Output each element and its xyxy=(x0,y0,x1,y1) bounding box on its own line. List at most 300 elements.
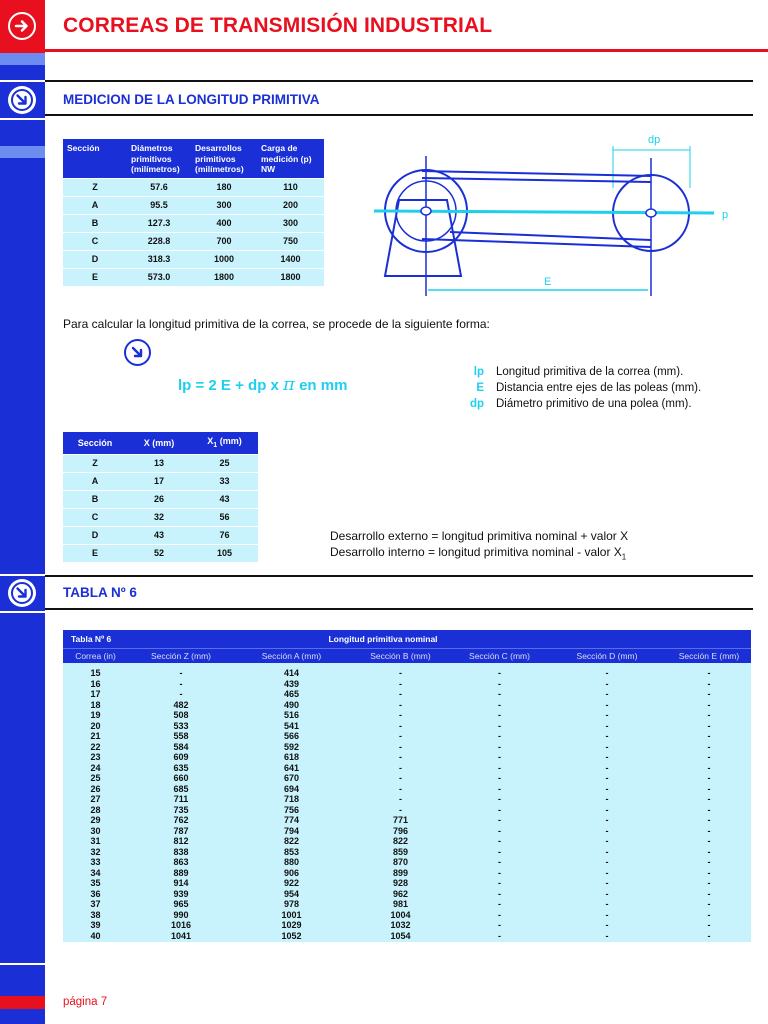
table-cell: - xyxy=(399,741,402,752)
table-cell: - xyxy=(399,794,402,804)
table-cell: 25 xyxy=(90,773,101,783)
table-cell: 200 xyxy=(257,196,324,214)
table-cell: 27 xyxy=(90,794,101,804)
table-cell: - xyxy=(707,699,711,710)
table-row xyxy=(63,689,751,700)
table-row xyxy=(63,899,751,910)
table-row xyxy=(63,794,751,805)
column-header: Sección Z (mm) xyxy=(151,651,211,661)
table-cell: 880 xyxy=(283,857,300,867)
table-cell: 859 xyxy=(392,846,409,857)
table-cell: 1041 xyxy=(170,930,192,941)
column-header: Sección D (mm) xyxy=(576,651,638,661)
table-cell: 812 xyxy=(173,836,189,846)
column-header: Desarrollos primitivos (milímetros) xyxy=(191,139,257,178)
sidebar xyxy=(0,0,45,1024)
table-cell: 541 xyxy=(283,720,300,731)
table-cell: - xyxy=(498,699,501,710)
table-cell: 95.5 xyxy=(127,196,191,214)
table-cell: - xyxy=(399,668,402,678)
table-cell: A xyxy=(63,472,127,490)
legend-text: Diámetro primitivo de una polea (mm). xyxy=(496,398,692,410)
table-cell: - xyxy=(605,909,609,920)
table-cell: 20 xyxy=(90,720,101,731)
table-cell: 56 xyxy=(191,508,258,526)
sidebar-divider xyxy=(0,80,45,82)
arrow-right-circle-icon xyxy=(8,12,36,40)
column-header: Sección A (mm) xyxy=(261,651,322,661)
table-cell: 21 xyxy=(90,731,101,741)
table-cell: - xyxy=(707,741,711,752)
table-cell: 110 xyxy=(257,178,324,196)
pitch-label: p xyxy=(722,209,729,221)
sidebar-accent xyxy=(0,53,45,65)
table-cell: E xyxy=(63,544,127,562)
table-cell: 533 xyxy=(173,720,189,731)
table-row xyxy=(63,232,324,250)
table-cell: - xyxy=(707,668,711,678)
table-cell: 39 xyxy=(90,920,101,930)
table-cell: - xyxy=(605,699,609,710)
table-row xyxy=(63,868,751,879)
table-cell: 592 xyxy=(283,741,300,752)
table-cell: 24 xyxy=(90,762,101,773)
table-cell: 400 xyxy=(191,214,257,232)
table-cell: - xyxy=(399,710,402,720)
table-header-row xyxy=(63,139,324,178)
table-cell: 750 xyxy=(257,232,324,250)
table-cell: - xyxy=(498,930,501,941)
table-cell: 939 xyxy=(173,888,189,899)
table-cell: - xyxy=(605,846,609,857)
table-cell: - xyxy=(498,857,501,867)
table-row xyxy=(63,526,258,544)
table-cell: 928 xyxy=(392,878,409,888)
table-row xyxy=(63,815,751,826)
column-header: Correa (in) xyxy=(75,651,116,661)
table-cell: - xyxy=(498,846,501,857)
column-header: Carga de medición (p) NW xyxy=(257,139,324,178)
table-cell: - xyxy=(707,762,711,773)
table-cell: - xyxy=(707,825,711,836)
table-cell: - xyxy=(605,867,609,878)
table-cell: 609 xyxy=(173,752,189,762)
table-cell: - xyxy=(498,920,501,930)
header-rule xyxy=(45,49,768,52)
table-cell: 700 xyxy=(191,232,257,250)
table-header-row xyxy=(63,648,751,663)
table-cell: 1029 xyxy=(281,920,302,930)
table-cell: 1004 xyxy=(390,909,411,920)
formula-expression: lp = 2 E + dp x xyxy=(178,377,279,394)
table-cell: 32 xyxy=(127,508,191,526)
table-cell: Z xyxy=(63,178,127,196)
table-cell: - xyxy=(707,815,711,825)
table-cell: - xyxy=(605,668,609,678)
table-cell: - xyxy=(605,731,609,741)
table-cell: - xyxy=(707,752,711,762)
table-cell: 1052 xyxy=(281,930,302,941)
table-cell: 19 xyxy=(90,710,101,720)
table-cell: - xyxy=(707,846,711,857)
table-cell: 1016 xyxy=(170,920,192,930)
table-row xyxy=(63,544,258,562)
table-row xyxy=(63,773,751,784)
table-cell: - xyxy=(707,678,711,689)
table-cell: 29 xyxy=(90,815,101,825)
table-cell: - xyxy=(179,678,183,689)
legend-key: lp xyxy=(473,366,484,378)
x-values-table xyxy=(63,432,258,562)
table-cell: 127.3 xyxy=(127,214,191,232)
table-cell: - xyxy=(605,825,609,836)
table-cell: - xyxy=(707,899,711,909)
section-specs-table xyxy=(63,139,324,286)
column-header: Sección E (mm) xyxy=(678,651,740,661)
table-cell: 796 xyxy=(392,825,409,836)
legend-item xyxy=(462,396,701,412)
column-header: Diámetros primitivos (milímetros) xyxy=(127,139,191,178)
table-cell: - xyxy=(498,836,501,846)
table-cell: - xyxy=(399,752,402,762)
table-cell: 771 xyxy=(392,815,409,825)
table-cell: - xyxy=(707,710,711,720)
page-title: CORREAS DE TRANSMISIÓN INDUSTRIAL xyxy=(63,14,493,37)
table-cell: - xyxy=(498,720,501,731)
table-cell: 33 xyxy=(90,857,101,867)
table-cell: - xyxy=(605,773,609,783)
table-row xyxy=(63,721,751,732)
table-cell: 670 xyxy=(283,773,300,783)
table-row xyxy=(63,268,324,286)
table-cell: - xyxy=(498,752,501,762)
table-cell: 899 xyxy=(392,867,409,878)
table-row xyxy=(63,847,751,858)
table-row xyxy=(63,472,258,490)
section-rule xyxy=(45,80,753,82)
development-notes xyxy=(330,528,628,565)
table-cell: - xyxy=(605,794,609,804)
legend-text: Longitud primitiva de la correa (mm). xyxy=(496,366,684,378)
table-cell: 439 xyxy=(283,678,300,689)
table-cell: 660 xyxy=(173,773,189,783)
table-cell: 31 xyxy=(90,836,101,846)
table-row xyxy=(63,196,324,214)
table-cell: D xyxy=(63,526,127,544)
table-cell: - xyxy=(399,731,402,741)
table-cell: - xyxy=(605,878,609,888)
table-cell: 36 xyxy=(90,888,101,899)
table-cell: 37 xyxy=(90,899,101,909)
table-cell: 735 xyxy=(173,804,189,815)
table-row xyxy=(63,752,751,763)
table-cell: - xyxy=(605,804,609,815)
table-cell: - xyxy=(498,710,501,720)
table-cell: 685 xyxy=(173,783,189,794)
arrow-down-right-circle-icon xyxy=(8,86,36,114)
table-cell: - xyxy=(707,920,711,930)
table-cell: - xyxy=(605,815,609,825)
formula-legend xyxy=(462,364,701,412)
table-cell: 516 xyxy=(283,710,300,720)
table-cell: 35 xyxy=(90,878,101,888)
table-cell: 965 xyxy=(173,899,189,909)
table-cell: 1032 xyxy=(390,920,411,930)
table-cell: - xyxy=(498,668,501,678)
table-row xyxy=(63,731,751,742)
table-cell: 465 xyxy=(283,689,300,699)
legend-item xyxy=(462,364,701,380)
table-cell: 180 xyxy=(191,178,257,196)
table-cell: D xyxy=(63,250,127,268)
table-row xyxy=(63,931,751,942)
table-cell: 762 xyxy=(173,815,189,825)
table-cell: 954 xyxy=(283,888,300,899)
sidebar-divider xyxy=(0,963,45,965)
table-cell: - xyxy=(399,699,402,710)
table-cell: 990 xyxy=(173,909,189,920)
section-rule xyxy=(45,575,753,577)
table-cell: - xyxy=(707,804,711,815)
table-subtitle: Longitud primitiva nominal xyxy=(328,634,438,644)
table-cell: 52 xyxy=(127,544,191,562)
table-cell: 635 xyxy=(173,762,189,773)
table-cell: - xyxy=(179,689,183,699)
table-cell: 76 xyxy=(191,526,258,544)
column-header: Sección B (mm) xyxy=(370,651,431,661)
section-title: MEDICION DE LA LONGITUD PRIMITIVA xyxy=(63,92,320,107)
table-cell: - xyxy=(399,720,402,731)
table-cell: - xyxy=(498,804,501,815)
table-row xyxy=(63,889,751,900)
table-cell: 863 xyxy=(173,857,189,867)
pi-symbol: π xyxy=(283,374,295,395)
table-cell: - xyxy=(605,752,609,762)
table-cell: - xyxy=(498,909,501,920)
table-cell: 43 xyxy=(127,526,191,544)
legend-text: Distancia entre ejes de las poleas (mm). xyxy=(496,382,702,394)
table-cell: 822 xyxy=(392,836,409,846)
table-cell: 558 xyxy=(173,731,189,741)
table-row xyxy=(63,836,751,847)
table-row xyxy=(63,214,324,232)
table-cell: - xyxy=(498,689,501,699)
table-cell: - xyxy=(605,741,609,752)
table-cell: 756 xyxy=(283,804,300,815)
formula-unit: en mm xyxy=(299,377,348,394)
table-cell: - xyxy=(605,836,609,846)
table-cell: - xyxy=(498,678,501,689)
table-cell: - xyxy=(707,857,711,867)
sidebar-divider xyxy=(0,118,45,120)
arrow-down-right-circle-icon xyxy=(8,579,36,607)
table-cell: 787 xyxy=(173,825,189,836)
table-cell: 978 xyxy=(283,899,300,909)
table-cell: - xyxy=(498,783,501,794)
table-row xyxy=(63,805,751,816)
table-cell: 300 xyxy=(257,214,324,232)
table-cell: 981 xyxy=(392,899,409,909)
table-row xyxy=(63,710,751,721)
table-cell: - xyxy=(605,899,609,909)
table-cell: - xyxy=(399,804,402,815)
table-cell: - xyxy=(498,762,501,773)
table-cell: - xyxy=(707,731,711,741)
table-cell: 914 xyxy=(173,878,189,888)
table-cell: - xyxy=(498,867,501,878)
table-cell: 57.6 xyxy=(127,178,191,196)
table-cell: C xyxy=(63,232,127,250)
table-cell: Z xyxy=(63,454,127,472)
table-cell: 573.0 xyxy=(127,268,191,286)
table-cell: 300 xyxy=(191,196,257,214)
table-cell: 43 xyxy=(191,490,258,508)
table-cell: - xyxy=(498,899,501,909)
table-cell: 22 xyxy=(90,741,101,752)
table-row xyxy=(63,910,751,921)
table-cell: 641 xyxy=(283,762,300,773)
table-cell: 30 xyxy=(90,825,101,836)
table-cell: - xyxy=(605,930,609,941)
table-cell: 25 xyxy=(191,454,258,472)
table-cell: 889 xyxy=(173,867,189,878)
table-cell: 618 xyxy=(283,752,300,762)
table-cell: 105 xyxy=(191,544,258,562)
table-cell: 838 xyxy=(173,846,189,857)
table-row xyxy=(63,857,751,868)
table-cell: - xyxy=(605,783,609,794)
legend-key: E xyxy=(476,382,484,394)
table-row xyxy=(63,878,751,889)
table-cell: 718 xyxy=(283,794,300,804)
belt-pulley-diagram xyxy=(330,128,750,298)
table-cell: 694 xyxy=(283,783,300,794)
table-cell: - xyxy=(605,720,609,731)
table-cell: 711 xyxy=(173,794,189,804)
logo-badge xyxy=(0,0,45,53)
table-cell: - xyxy=(707,867,711,878)
table-cell: - xyxy=(605,678,609,689)
table-cell: 1001 xyxy=(281,909,302,920)
table-cell: - xyxy=(707,888,711,899)
table-row xyxy=(63,826,751,837)
table-cell: 33 xyxy=(191,472,258,490)
intro-paragraph: Para calcular la longitud primitiva de la correa, se procede de la siguiente forma: xyxy=(63,317,490,331)
table-cell: 774 xyxy=(283,815,300,825)
table-cell: 508 xyxy=(173,710,189,720)
table-cell: B xyxy=(63,490,127,508)
arrow-down-right-circle-icon xyxy=(124,339,151,366)
table-cell: 822 xyxy=(283,836,300,846)
table-cell: 13 xyxy=(127,454,191,472)
table-cell: - xyxy=(707,909,711,920)
table-cell: 23 xyxy=(90,752,101,762)
table-cell: 1054 xyxy=(390,930,411,941)
table-cell: - xyxy=(707,930,711,941)
table-cell: - xyxy=(498,731,501,741)
table-cell: 1400 xyxy=(257,250,324,268)
table-cell: - xyxy=(707,689,711,699)
table-cell: - xyxy=(498,741,501,752)
table-cell: A xyxy=(63,196,127,214)
legend-key: dp xyxy=(469,398,484,410)
legend-item xyxy=(462,380,701,396)
dp-label: dp xyxy=(648,134,661,146)
table-cell: 16 xyxy=(90,678,101,689)
table-cell: 566 xyxy=(283,731,300,741)
table-row xyxy=(63,508,258,526)
table-cell: - xyxy=(707,783,711,794)
table-cell: 18 xyxy=(90,699,101,710)
table-cell: 32 xyxy=(90,846,101,857)
table-row xyxy=(63,668,751,679)
table-cell: - xyxy=(605,710,609,720)
column-header: Sección C (mm) xyxy=(469,651,530,661)
table-cell: - xyxy=(399,678,402,689)
column-header: Sección xyxy=(63,139,127,178)
table-cell: 17 xyxy=(90,689,101,699)
column-header: Sección xyxy=(63,432,127,454)
table-title-row xyxy=(63,630,751,648)
table-cell: - xyxy=(707,878,711,888)
table-row xyxy=(63,679,751,690)
table-cell: 28 xyxy=(90,804,101,815)
table-cell: 482 xyxy=(173,699,189,710)
table-cell: 228.8 xyxy=(127,232,191,250)
table-cell: C xyxy=(63,508,127,526)
formula xyxy=(178,374,347,395)
table-cell: - xyxy=(498,888,501,899)
sidebar-divider xyxy=(0,611,45,613)
table-cell: 962 xyxy=(392,888,409,899)
table-cell: - xyxy=(605,689,609,699)
table-row xyxy=(63,763,751,774)
table-cell: B xyxy=(63,214,127,232)
table-cell: 38 xyxy=(90,909,101,920)
column-header: X (mm) xyxy=(127,432,191,454)
table-cell: 17 xyxy=(127,472,191,490)
table-cell: 1800 xyxy=(257,268,324,286)
pitch-length-table xyxy=(63,630,751,942)
table-cell: - xyxy=(399,783,402,794)
internal-development-note: Desarrollo interno = longitud primitiva nominal - valor $X_1$ xyxy=(330,545,627,562)
table-cell: - xyxy=(707,794,711,804)
table-cell: - xyxy=(399,689,402,699)
table-body xyxy=(63,663,751,942)
sidebar-accent xyxy=(0,146,45,158)
table-cell: - xyxy=(605,888,609,899)
table-cell: - xyxy=(605,920,609,930)
sidebar-divider xyxy=(0,574,45,576)
page-number: página 7 xyxy=(63,996,108,1008)
table-row xyxy=(63,700,751,711)
table-cell: 490 xyxy=(283,699,300,710)
table-cell: 794 xyxy=(283,825,300,836)
table-row xyxy=(63,178,324,196)
table-title: Tabla Nº 6 xyxy=(71,634,112,644)
table-cell: - xyxy=(399,762,402,773)
table-cell: - xyxy=(179,668,183,678)
table-cell: - xyxy=(605,857,609,867)
external-development-note: Desarrollo externo = longitud primitiva nominal + valor X xyxy=(330,529,629,543)
table-cell: - xyxy=(498,815,501,825)
table-cell: 853 xyxy=(283,846,300,857)
table-row xyxy=(63,490,258,508)
section-title: TABLA Nº 6 xyxy=(63,585,137,600)
table-cell: 870 xyxy=(392,857,409,867)
table-cell: 26 xyxy=(127,490,191,508)
table-cell: 414 xyxy=(283,668,300,678)
